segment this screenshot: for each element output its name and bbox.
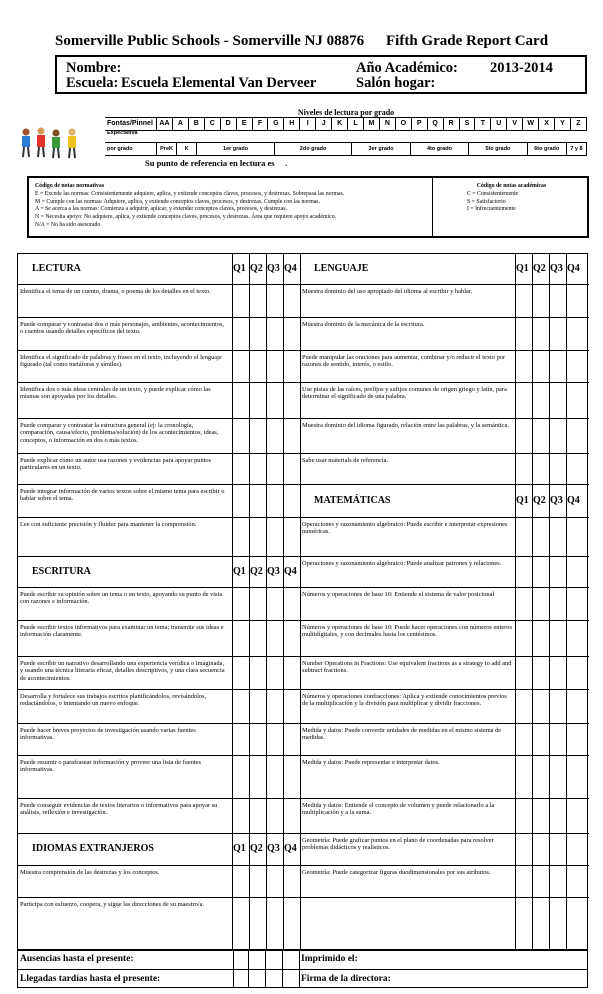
- standard-text: Puede integrar información de varios textos sobre el mismo tema para escribir o hablar sobre el tema.: [20, 488, 225, 503]
- level-letter: B: [189, 118, 205, 130]
- quarter-header: Q2: [250, 565, 263, 577]
- academic-code-line: S = Satisfactorio: [467, 198, 506, 205]
- grid-row-line: [18, 382, 589, 383]
- district-title: Somerville Public Schools - Somerville NJ 08876: [55, 33, 365, 49]
- standard-text: Números y operaciones confracciones: Aplica y extiende conocimientos previos de la multiplicación y la división para multiplicar y dividir fracciones.: [302, 693, 507, 708]
- grade-level: 3er grado: [352, 143, 410, 155]
- quarter-header: Q1: [233, 843, 246, 854]
- year-label: Año Académico:: [356, 60, 458, 76]
- quarter-header: Q1: [233, 263, 246, 274]
- level-letter: F: [253, 118, 269, 130]
- child-figure: [52, 130, 60, 159]
- grade-levels-row: [105, 142, 587, 156]
- grid-row-line: [18, 484, 589, 485]
- standard-text: Medida y datos: Puede representar e interpretar datos.: [302, 759, 440, 766]
- quarter-header: Q4: [284, 565, 297, 577]
- grid-row-line: [18, 453, 589, 454]
- section-title-idiomas: IDIOMAS EXTRANJEROS: [32, 843, 154, 854]
- grid-row-line: [18, 689, 589, 690]
- name-label: Nombre:: [66, 60, 122, 76]
- standard-text: Puede explicar cómo un autor usa razones y evidencias para apoyar puntos particulares en un texto.: [20, 457, 212, 472]
- level-letter: Q: [428, 118, 444, 130]
- grid-col-line: [300, 254, 301, 951]
- grid-row-line: [18, 833, 589, 834]
- standard-text: Sabe usar materials de referencia.: [302, 457, 389, 464]
- level-letter: S: [460, 118, 476, 130]
- level-letter: J: [316, 118, 332, 130]
- footer-row-line: [18, 969, 587, 970]
- level-letter: V: [507, 118, 523, 130]
- section-title-lectura: LECTURA: [32, 263, 81, 274]
- grade-level: 7 y 8: [567, 143, 587, 155]
- standard-text: Operaciones y razonamiento algebraico: Puede escribir e interpretar expresiones numéricas.: [302, 521, 508, 536]
- grid-col-line: [566, 254, 567, 951]
- grid-row-line: [18, 656, 589, 657]
- level-letter: T: [475, 118, 491, 130]
- grid-row-line: [18, 897, 589, 898]
- standard-text: Identifica el tema de un cuento, drama, o poema de los detalles en el texto.: [20, 288, 211, 295]
- quarter-header: Q3: [267, 843, 280, 854]
- school-label: Escuela:: [66, 75, 119, 91]
- level-letter: R: [444, 118, 460, 130]
- level-letter: E: [237, 118, 253, 130]
- quarter-header: Q3: [267, 263, 280, 274]
- quarter-header: Q4: [567, 494, 580, 506]
- grid-row-line: [18, 418, 589, 419]
- grid-row-line: [18, 865, 589, 866]
- standard-text: Desarrolla y fortalece sus trabajos escritos planificándolos, revisándolos, redactándolos, o intentando un nuevo enfoque.: [20, 693, 207, 708]
- level-letter: Z: [571, 118, 587, 130]
- grid-row-line: [18, 587, 589, 588]
- level-letter: AA: [157, 118, 173, 130]
- section-title-escritura: ESCRITURA: [32, 565, 91, 577]
- grid-col-line: [549, 254, 550, 951]
- level-letter: G: [268, 118, 284, 130]
- standard-text: Medida y datos: Puede convertir unidades de medidas en el mismo sistema de medidas.: [302, 727, 502, 742]
- standard-text: Puede conseguir evidencias de textos literarios o informativos para apoyar su análisis, reflexión e investigación.: [20, 802, 218, 817]
- standard-text: Identifica dos o más ideas centrales de un texto, y puede explicar cómo las mismas son apoyadas por los detalles.: [20, 386, 211, 401]
- grid-row-line: [18, 284, 589, 285]
- reading-benchmark: Su punto de referencia en lectura es .: [145, 158, 288, 168]
- standard-text: Lee con suficiente precisión y fluidez para mantener la comprensión.: [20, 521, 197, 528]
- grid-col-line: [532, 254, 533, 951]
- standard-text: Geometría: Puede graficar puntos en el plano de coordenadas para resolver problemas didácticos y realísticos.: [302, 837, 494, 852]
- signature-label: Firma de la directora:: [301, 974, 391, 984]
- level-letter: K: [332, 118, 348, 130]
- grading-legend: [27, 176, 589, 238]
- academic-year: 2013-2014: [490, 60, 553, 76]
- level-letter: W: [523, 118, 539, 130]
- grade-level: 2do grado: [275, 143, 353, 155]
- standard-text: Muestra dominio del idioma figurado, relación entre las palabras, y la semántica.: [302, 422, 509, 429]
- quarter-header: Q4: [567, 263, 580, 274]
- grid-row-line: [18, 798, 589, 799]
- level-letter: L: [348, 118, 364, 130]
- child-figure: [22, 129, 30, 158]
- level-letter: P: [412, 118, 428, 130]
- normative-code-line: N = Necesita apoyo: No adquiere, aplica, y extiende conceptos claves, procesos, y destrezas. Área que requiere apoyo académico.: [35, 214, 337, 221]
- grid-row-line: [18, 556, 589, 557]
- level-letters-row: [105, 117, 587, 131]
- children-clipart: [19, 127, 85, 161]
- reading-levels-table: [105, 108, 587, 155]
- grid-row-line: [18, 755, 589, 756]
- level-letter: M: [364, 118, 380, 130]
- attendance-footer: [17, 950, 588, 988]
- section-title-matematicas: MATEMÁTICAS: [314, 494, 391, 506]
- grade-level: 4to grado: [411, 143, 469, 155]
- level-letter: N: [380, 118, 396, 130]
- academic-codes-title: Código de notas académicas: [476, 183, 547, 189]
- legend-divider: [432, 178, 433, 236]
- standard-text: Geometría: Puede categorizar figuras duodimensionales por sus atributos.: [302, 869, 491, 876]
- standard-text: Números y operaciones de base 10: Entiende el sistema de valor posicional: [302, 591, 495, 598]
- standard-text: Puede comparar y contrastar dos o más personajes, ambientes, acontecimientos, o cuentos usando detalles específicos del texto.: [20, 321, 225, 336]
- standard-text: Participa con esfuerzo, coopera, y sigue las direcciones de su maestro/a.: [20, 901, 205, 908]
- quarter-header: Q2: [250, 263, 263, 274]
- standard-text: Muestra comprensión de las destrezas y los conceptos.: [20, 869, 160, 876]
- grid-row-line: [18, 723, 589, 724]
- standard-text: Puede comparar y contrastar la estructura general (ej: la cronología, comparación, causa/efecto, problema/solución) de los acontecimientos, ideas, conceptos, o información en dos o más textos.: [20, 422, 219, 444]
- quarter-header: Q3: [550, 494, 563, 506]
- standard-text: Muestra dominio de la mecánica de la escritura.: [302, 321, 425, 328]
- school-name: Escuela Elemental Van Derveer: [121, 75, 317, 91]
- quarter-header: Q2: [533, 263, 546, 274]
- quarter-header: Q1: [516, 263, 529, 274]
- quarter-header: Q2: [533, 494, 546, 506]
- normative-codes-title: Código de notas normativas: [35, 183, 105, 189]
- standard-text: Puede manipular las oraciones para aumentar, combinar y/o reducir el texto por razones de sentido, interés, o estilo.: [302, 354, 506, 369]
- normative-codes: [35, 183, 431, 230]
- level-letter: C: [205, 118, 221, 130]
- child-figure: [68, 129, 76, 159]
- grade-level: 6to grado: [528, 143, 567, 155]
- child-figure: [37, 128, 45, 158]
- report-card-title: Fifth Grade Report Card: [386, 33, 549, 49]
- standard-text: Puede hacer breves proyectos de investigación usando varias fuentes informativas.: [20, 727, 196, 742]
- level-letter: O: [396, 118, 412, 130]
- grid-row-line: [18, 350, 589, 351]
- quarter-header: Q2: [250, 843, 263, 854]
- absences-label: Ausencias hasta el presente:: [20, 954, 134, 964]
- standard-text: Muestra dominio del uso apropiado del idioma al escribir y hablar.: [302, 288, 473, 295]
- level-letter: I: [300, 118, 316, 130]
- grid-col-line: [515, 254, 516, 951]
- normative-code-line: N/A = No ha sido asesorado.: [35, 221, 102, 228]
- normative-code-line: A = Se acerca a las normas: Comienza a adquirir, aplicar, y extender conceptos claves, procesos, y destrezas.: [35, 206, 287, 213]
- grid-row-line: [18, 317, 589, 318]
- student-info-box: [55, 55, 587, 94]
- quarter-header: Q1: [516, 494, 529, 506]
- level-letter: A: [173, 118, 189, 130]
- standard-text: Use pistas de las raíces, prefijos y sufijos comunes de origen griego y latín, para determinar el significado de una palabra.: [302, 386, 507, 401]
- normative-code-line: E = Excede las normas: Consistentemente adquiere, aplica, y extiende conceptos claves, procesos, y destrezas. Sobrepasa las normas.: [35, 190, 345, 197]
- standard-text: Medida y datos: Entiende el concepto de volumen y puede relacionarlo a la multiplicación y a la suma.: [302, 802, 495, 817]
- reading-levels-title: Niveles de lectura por grado: [297, 108, 395, 117]
- standard-text: Puede escribir textos informativos para examinar un tema; transmite sus ideas e información claramente.: [20, 624, 224, 639]
- standard-text: Puede escribir un narrativo desarrollando una experiencia verídica o imaginada, y usando una técnica literaria eficaz, detalles descriptivos, y una clara secuencia de acontecimientos.: [20, 660, 225, 682]
- level-letter: X: [539, 118, 555, 130]
- section-title-lenguaje: LENGUAJE: [314, 263, 369, 274]
- grade-level: PreK: [157, 143, 177, 155]
- grade-row-label: por grado: [105, 143, 157, 155]
- printed-label: Imprimido el:: [301, 954, 358, 964]
- standard-text: Puede resumir o parafrasear información y proveer una lista de fuentes informativas.: [20, 759, 201, 774]
- level-letter: U: [491, 118, 507, 130]
- standard-text: Operaciones y razonamiento algebraico: Puede analizar patrones y relaciones.: [302, 560, 502, 567]
- tardies-label: Llegadas tardías hasta el presente:: [20, 974, 161, 984]
- grid-row-line: [18, 620, 589, 621]
- quarter-header: Q4: [284, 843, 297, 854]
- academic-code-line: I = Infrecuentemente: [467, 206, 516, 213]
- grade-level: K: [177, 143, 197, 155]
- expectation-label: Expectativa: [107, 130, 138, 136]
- academic-codes: [439, 183, 584, 214]
- quarter-header: Q1: [233, 565, 246, 577]
- academic-code-line: C = Consistentemente: [467, 190, 519, 197]
- quarter-header: Q3: [267, 565, 280, 577]
- grade-level: 1er grado: [197, 143, 275, 155]
- level-letter: D: [221, 118, 237, 130]
- normative-code-line: M = Cumple con las normas: Adquiere, aplica, y extiende conceptos claves, procesos, y destrezas. Cumple con las normas.: [35, 198, 320, 205]
- fontas-pinnel-label: Fontas/Pinnel: [105, 118, 157, 130]
- level-letter: H: [284, 118, 300, 130]
- standard-text: Identifica el significado de palabras y frases en el texto, incluyendo el lenguaje figurado (tal como metáforas y símiles).: [20, 354, 222, 369]
- standard-text: Number Operations in Fractions: Use equivalent fractions as a strategy to add and subtract fractions.: [302, 660, 512, 675]
- quarter-header: Q3: [550, 263, 563, 274]
- standard-text: Números y operaciones de base 10: Puede hacer operaciones con números enteros multidígitales, y con decimales hasta los centésimos.: [302, 624, 512, 639]
- standard-text: Puede escribir su opinión sobre un tema o un texto, apoyando su punto de vista con razones e información.: [20, 591, 223, 606]
- homeroom-label: Salón hogar:: [356, 75, 436, 91]
- level-letter: Y: [555, 118, 571, 130]
- grade-level: 5to grado: [469, 143, 527, 155]
- grid-row-line: [18, 517, 589, 518]
- quarter-header: Q4: [284, 263, 297, 274]
- standards-grid: [17, 253, 588, 950]
